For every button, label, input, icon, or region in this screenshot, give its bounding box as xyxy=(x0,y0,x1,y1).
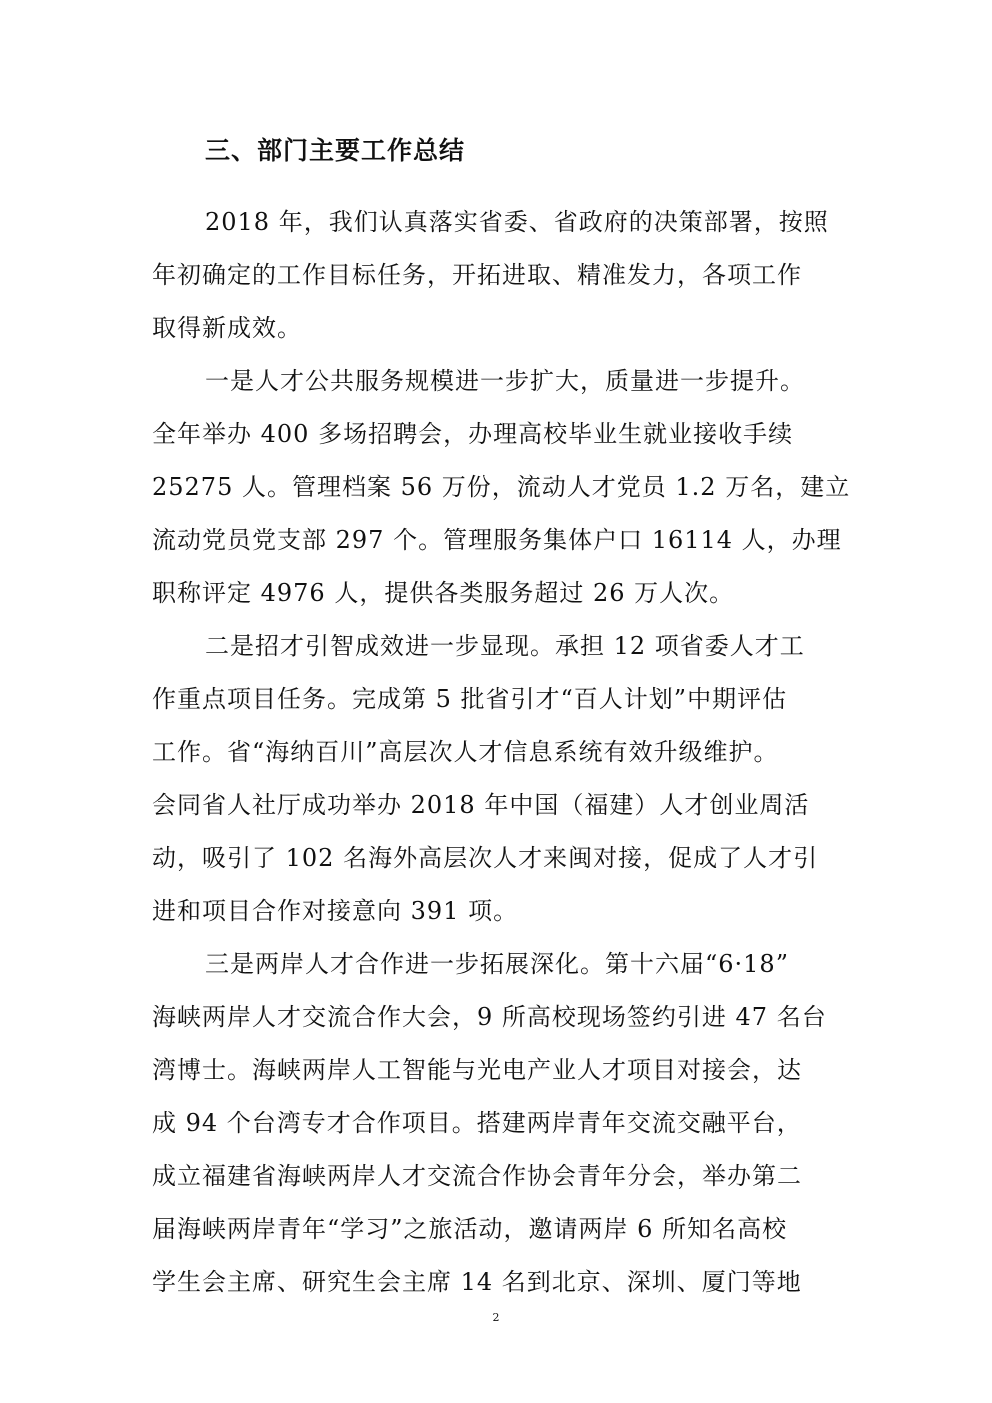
paragraph-line: 作重点项目任务。完成第 5 批省引才“百人计划”中期评估 xyxy=(152,685,788,713)
paragraph-line: 学生会主席、研究生会主席 14 名到北京、深圳、厦门等地 xyxy=(152,1268,802,1296)
paragraph-line: 职称评定 4976 人，提供各类服务超过 26 万人次。 xyxy=(152,579,735,607)
paragraph-line: 2018 年，我们认真落实省委、省政府的决策部署，按照 xyxy=(205,208,829,236)
paragraph-line: 取得新成效。 xyxy=(152,314,302,342)
paragraph-line: 二是招才引智成效进一步显现。承担 12 项省委人才工 xyxy=(205,632,805,660)
paragraph-line: 流动党员党支部 297 个。管理服务集体户口 16114 人，办理 xyxy=(152,526,842,554)
paragraph-line: 湾博士。海峡两岸人工智能与光电产业人才项目对接会，达 xyxy=(152,1056,802,1084)
paragraph-line: 海峡两岸人才交流合作大会，9 所高校现场签约引进 47 名台 xyxy=(152,1003,827,1031)
paragraph-line: 进和项目合作对接意向 391 项。 xyxy=(152,897,519,925)
paragraph-line: 一是人才公共服务规模进一步扩大，质量进一步提升。 xyxy=(205,367,805,395)
page-number: 2 xyxy=(492,1311,500,1324)
paragraph-line: 动，吸引了 102 名海外高层次人才来闽对接，促成了人才引 xyxy=(152,844,819,872)
paragraph-line: 会同省人社厅成功举办 2018 年中国（福建）人才创业周活 xyxy=(152,791,810,819)
paragraph-line: 全年举办 400 多场招聘会，办理高校毕业生就业接收手续 xyxy=(152,420,794,448)
paragraph-line: 三是两岸人才合作进一步拓展深化。第十六届“6·18” xyxy=(205,950,789,978)
paragraph-line: 成立福建省海峡两岸人才交流合作协会青年分会，举办第二 xyxy=(152,1162,802,1190)
section-heading: 三、部门主要工作总结 xyxy=(205,136,466,165)
paragraph-line: 工作。省“海纳百川”高层次人才信息系统有效升级维护。 xyxy=(152,738,779,766)
paragraph-line: 年初确定的工作目标任务，开拓进取、精准发力，各项工作 xyxy=(152,261,802,289)
paragraph-line: 25275 人。管理档案 56 万份，流动人才党员 1.2 万名，建立 xyxy=(152,473,851,501)
paragraph-line: 届海峡两岸青年“学习”之旅活动，邀请两岸 6 所知名高校 xyxy=(152,1215,788,1243)
paragraph-line: 成 94 个台湾专才合作项目。搭建两岸青年交流交融平台， xyxy=(152,1109,802,1137)
body-text xyxy=(152,196,872,1309)
